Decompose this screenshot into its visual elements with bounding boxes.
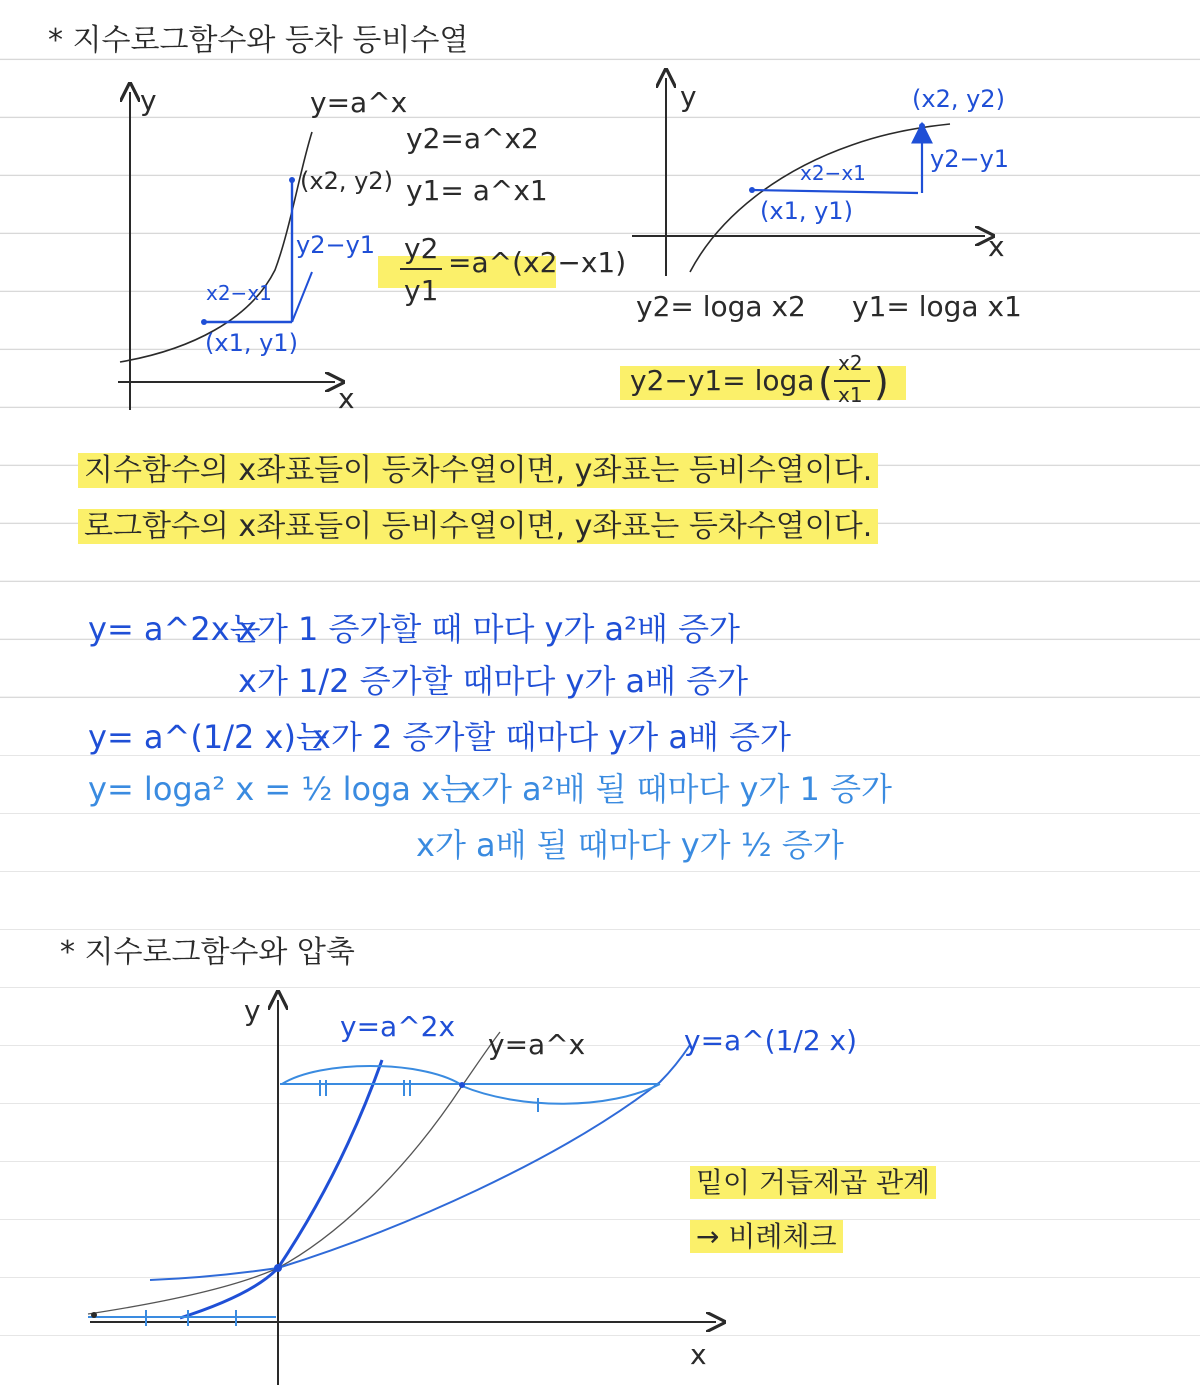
log-diff-bar xyxy=(834,380,870,382)
section2-note-2 xyxy=(690,1222,843,1253)
graph1-point-2 xyxy=(289,177,295,183)
note-2-text: x가 1/2 증가할 때마다 y가 a배 증가 xyxy=(238,662,749,700)
log-diff-lparen: ( xyxy=(818,360,833,404)
graph3-curve-a2x xyxy=(180,1060,382,1318)
graph3-brace-left xyxy=(282,1066,460,1084)
graph3-label-a2x: y=a^2x xyxy=(340,1010,456,1043)
graph2-point-1 xyxy=(749,187,755,193)
log-diff-numerator: x2 xyxy=(838,351,863,375)
graph3-brace-right xyxy=(462,1084,660,1104)
ratio-bar xyxy=(400,268,442,270)
graph1-step-line xyxy=(292,272,312,322)
ratio-denominator: y1 xyxy=(404,274,439,307)
graph2-x-label: x xyxy=(988,230,1005,263)
summary-line-1 xyxy=(78,454,878,487)
note-1-text: x가 1 증가할 때 마다 y가 a²배 증가 xyxy=(238,610,740,648)
graph3-y-label: y xyxy=(244,994,261,1027)
graph3-label-ahalfx: y=a^(1/2 x) xyxy=(684,1024,858,1057)
graph1-dy-label: y2−y1 xyxy=(296,231,376,259)
summary-line-2-text: 로그함수의 x좌표들이 등비수열이면, y좌표는 등차수열이다. xyxy=(78,509,878,544)
note-4-text: x가 a²배 될 때마다 y가 1 증가 xyxy=(462,770,892,808)
graph1-curve xyxy=(120,132,312,362)
note-5-text: x가 a배 될 때마다 y가 ½ 증가 xyxy=(416,826,844,864)
log-diff-lhs: y2−y1= loga xyxy=(630,364,815,397)
graph1-point2-label: (x2, y2) xyxy=(300,167,393,195)
summary-line-1-text: 지수함수의 x좌표들이 등차수열이면, y좌표는 등비수열이다. xyxy=(78,453,878,488)
graph3 xyxy=(88,1000,716,1385)
equation-y2: y2=a^x2 xyxy=(406,122,539,155)
log-diff-denominator: x1 xyxy=(838,383,863,407)
log-diff-rparen: ) xyxy=(874,360,889,404)
graph3-label-ax: y=a^x xyxy=(488,1028,586,1061)
section2-title: * 지수로그함수와 압축 xyxy=(60,935,355,970)
graph2-dx-segment xyxy=(752,190,918,193)
graph2-point1-label: (x1, y1) xyxy=(760,197,853,225)
graph3-x-label: x xyxy=(690,1338,707,1371)
graph1-x-label: x xyxy=(338,382,355,415)
graph3-intersection xyxy=(459,1082,465,1088)
graph2-point2-label: (x2, y2) xyxy=(912,85,1005,113)
section1-title: * 지수로그함수와 등차 등비수열 xyxy=(48,23,469,58)
summary-line-2 xyxy=(78,510,878,543)
graph1-dx-label: x2−x1 xyxy=(206,281,272,305)
graph1-curve-label: y=a^x xyxy=(310,86,408,119)
section2-note-1-text: 밑이 거듭제곱 관계 xyxy=(690,1166,936,1199)
note-3-text: x가 2 증가할 때마다 y가 a배 증가 xyxy=(312,718,791,756)
ratio-numerator: y2 xyxy=(404,232,439,265)
section2-note-1 xyxy=(690,1168,936,1199)
equation-log-y1: y1= loga x1 xyxy=(852,290,1022,323)
ratio-rhs: =a^(x2−x1) xyxy=(448,246,627,279)
equation-y1: y1= a^x1 xyxy=(406,174,548,207)
graph1-point1-label: (x1, y1) xyxy=(205,329,298,357)
equation-log-diff xyxy=(620,352,908,414)
equation-ratio xyxy=(378,232,627,318)
graph3-curve-ahalfx xyxy=(150,1045,690,1280)
graph2-dy-label: y2−y1 xyxy=(930,145,1010,173)
graph1-point-1 xyxy=(201,319,207,325)
graph2-point-2 xyxy=(919,123,925,129)
graph2-dx-label: x2−x1 xyxy=(800,161,866,185)
graph3-left-dot xyxy=(91,1312,97,1318)
section2-note-2-text: → 비례체크 xyxy=(690,1220,843,1253)
note-4-func: y= loga² x = ½ loga x는 xyxy=(88,770,472,808)
equation-log-y2: y2= loga x2 xyxy=(636,290,806,323)
graph3-common-point xyxy=(274,1264,282,1272)
note-1-func: y= a^2x는 xyxy=(88,610,261,648)
graph1-y-label: y xyxy=(140,84,157,117)
note-3-func: y= a^(1/2 x)는 xyxy=(88,718,327,756)
graph2-y-label: y xyxy=(680,80,697,113)
